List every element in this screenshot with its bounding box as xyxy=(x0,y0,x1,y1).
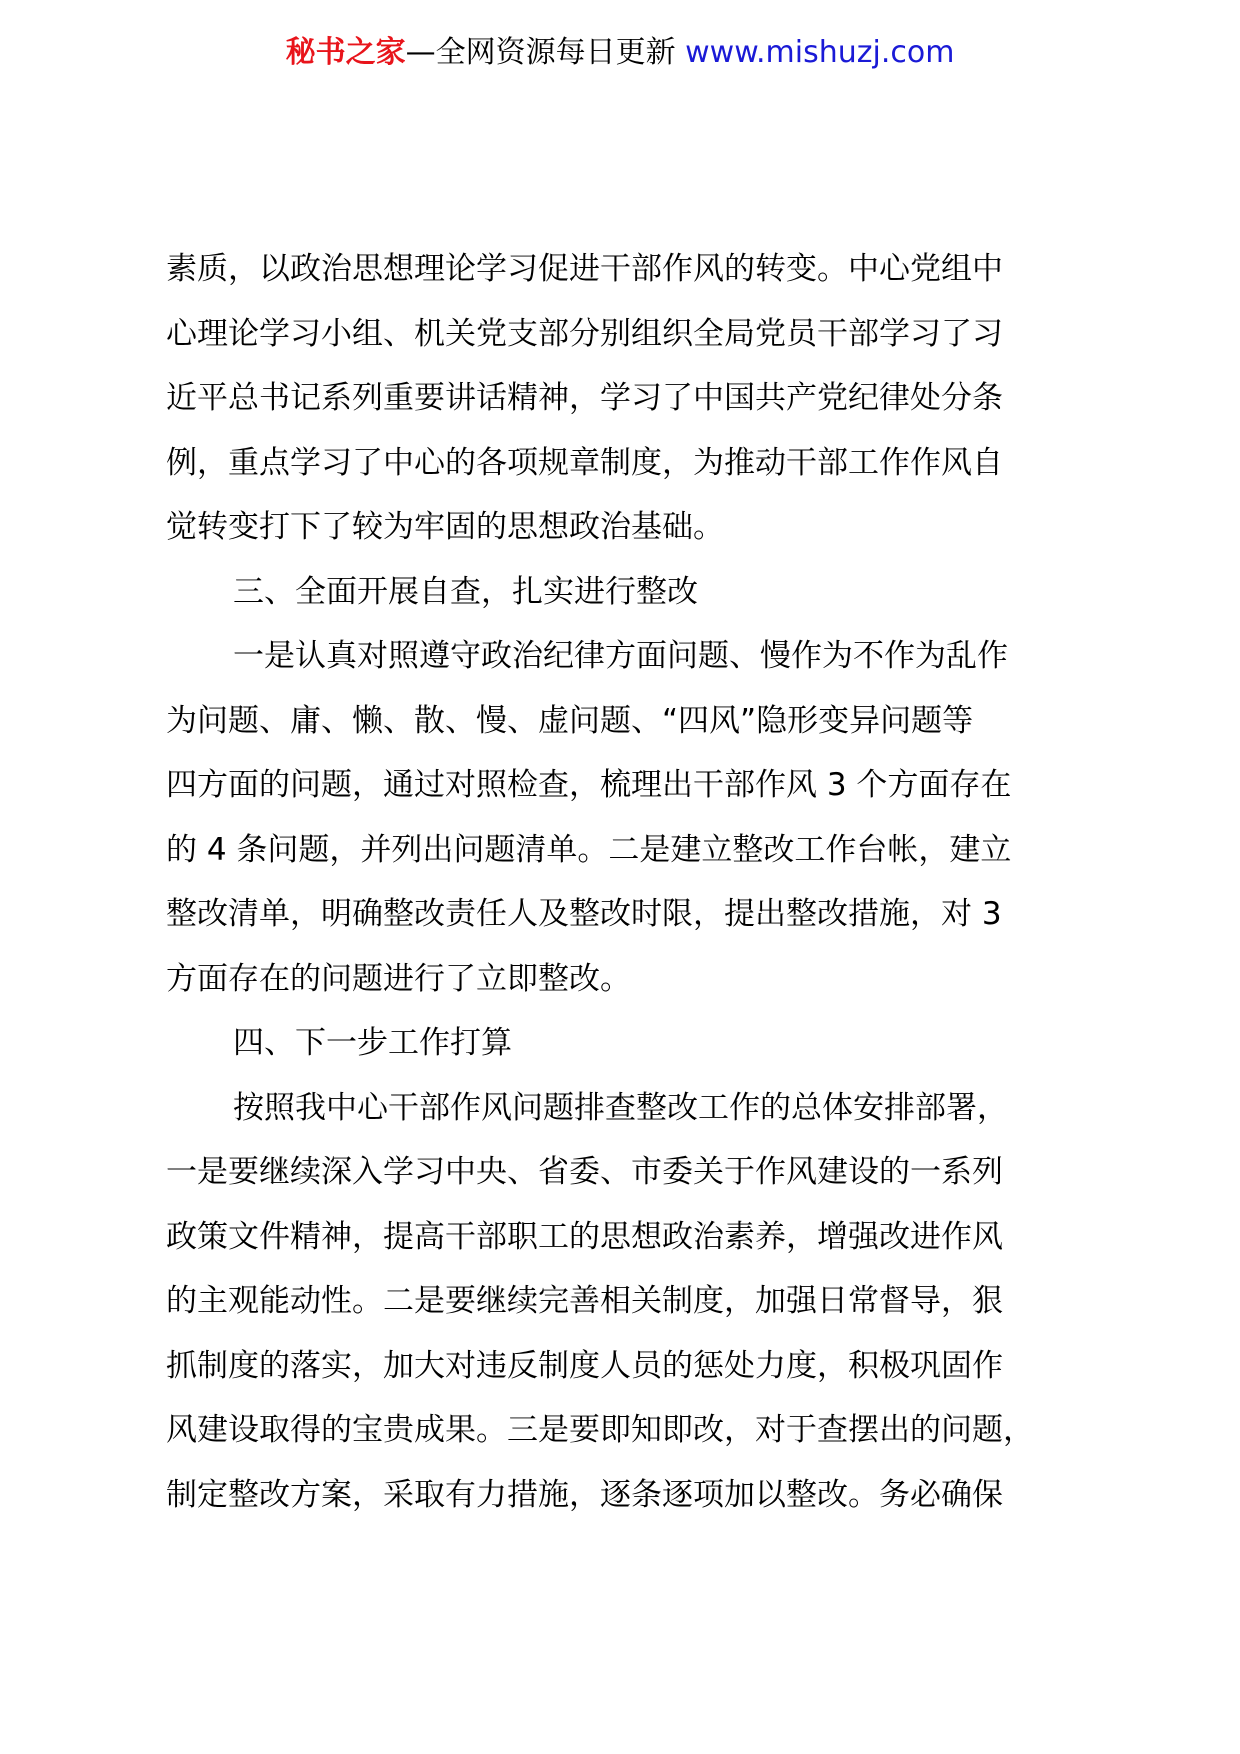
text-line: 心理论学习小组、机关党支部分别组织全局党员干部学习了习 xyxy=(166,315,1003,352)
text-line: 方面存在的问题进行了立即整改。 xyxy=(166,960,631,997)
site-tagline: —全网资源每日更新 xyxy=(405,35,686,70)
site-url-link[interactable]: www.mishuzj.com xyxy=(685,35,955,70)
text-line: 的主观能动性。二是要继续完善相关制度，加强日常督导，狠 xyxy=(166,1283,1003,1319)
section-heading: 三、全面开展自查，扎实进行整改 xyxy=(233,573,698,610)
text-line: 觉转变打下了较为牢固的思想政治基础。 xyxy=(166,509,724,545)
paragraph-start: 按照我中心干部作风问题排查整改工作的总体安排部署， xyxy=(233,1089,1008,1126)
text-line: 制定整改方案，采取有力措施，逐条逐项加以整改。务必确保 xyxy=(166,1476,1003,1513)
text-line: 为问题、庸、懒、散、慢、虚问题、“四风”隐形变异问题等 xyxy=(166,702,974,739)
text-line: 近平总书记系列重要讲话精神，学习了中国共产党纪律处分条 xyxy=(166,380,1003,416)
text-line: 风建设取得的宝贵成果。三是要即知即改，对于查摆出的问题， xyxy=(166,1412,1034,1448)
text-line: 抓制度的落实，加大对违反制度人员的惩处力度，积极巩固作 xyxy=(166,1347,1003,1384)
text-line: 四方面的问题，通过对照检查，梳理出干部作风 3 个方面存在 xyxy=(166,767,1012,803)
text-line: 政策文件精神，提高干部职工的思想政治素养，增强改进作风 xyxy=(166,1218,1003,1255)
text-line: 整改清单，明确整改责任人及整改时限，提出整改措施，对 3 xyxy=(166,896,1002,932)
section-heading: 四、下一步工作打算 xyxy=(233,1025,512,1061)
page-header xyxy=(0,28,1240,78)
text-line: 例，重点学习了中心的各项规章制度，为推动干部工作作风自 xyxy=(166,444,1003,481)
text-line: 素质，以政治思想理论学习促进干部作风的转变。中心党组中 xyxy=(166,251,1003,287)
document-body xyxy=(166,237,1116,1527)
paragraph-start: 一是认真对照遵守政治纪律方面问题、慢作为不作为乱作 xyxy=(233,638,1008,674)
site-brand: 秘书之家 xyxy=(285,35,406,70)
text-line: 的 4 条问题，并列出问题清单。二是建立整改工作台帐，建立 xyxy=(166,831,1012,868)
text-line: 一是要继续深入学习中央、省委、市委关于作风建设的一系列 xyxy=(166,1154,1003,1190)
